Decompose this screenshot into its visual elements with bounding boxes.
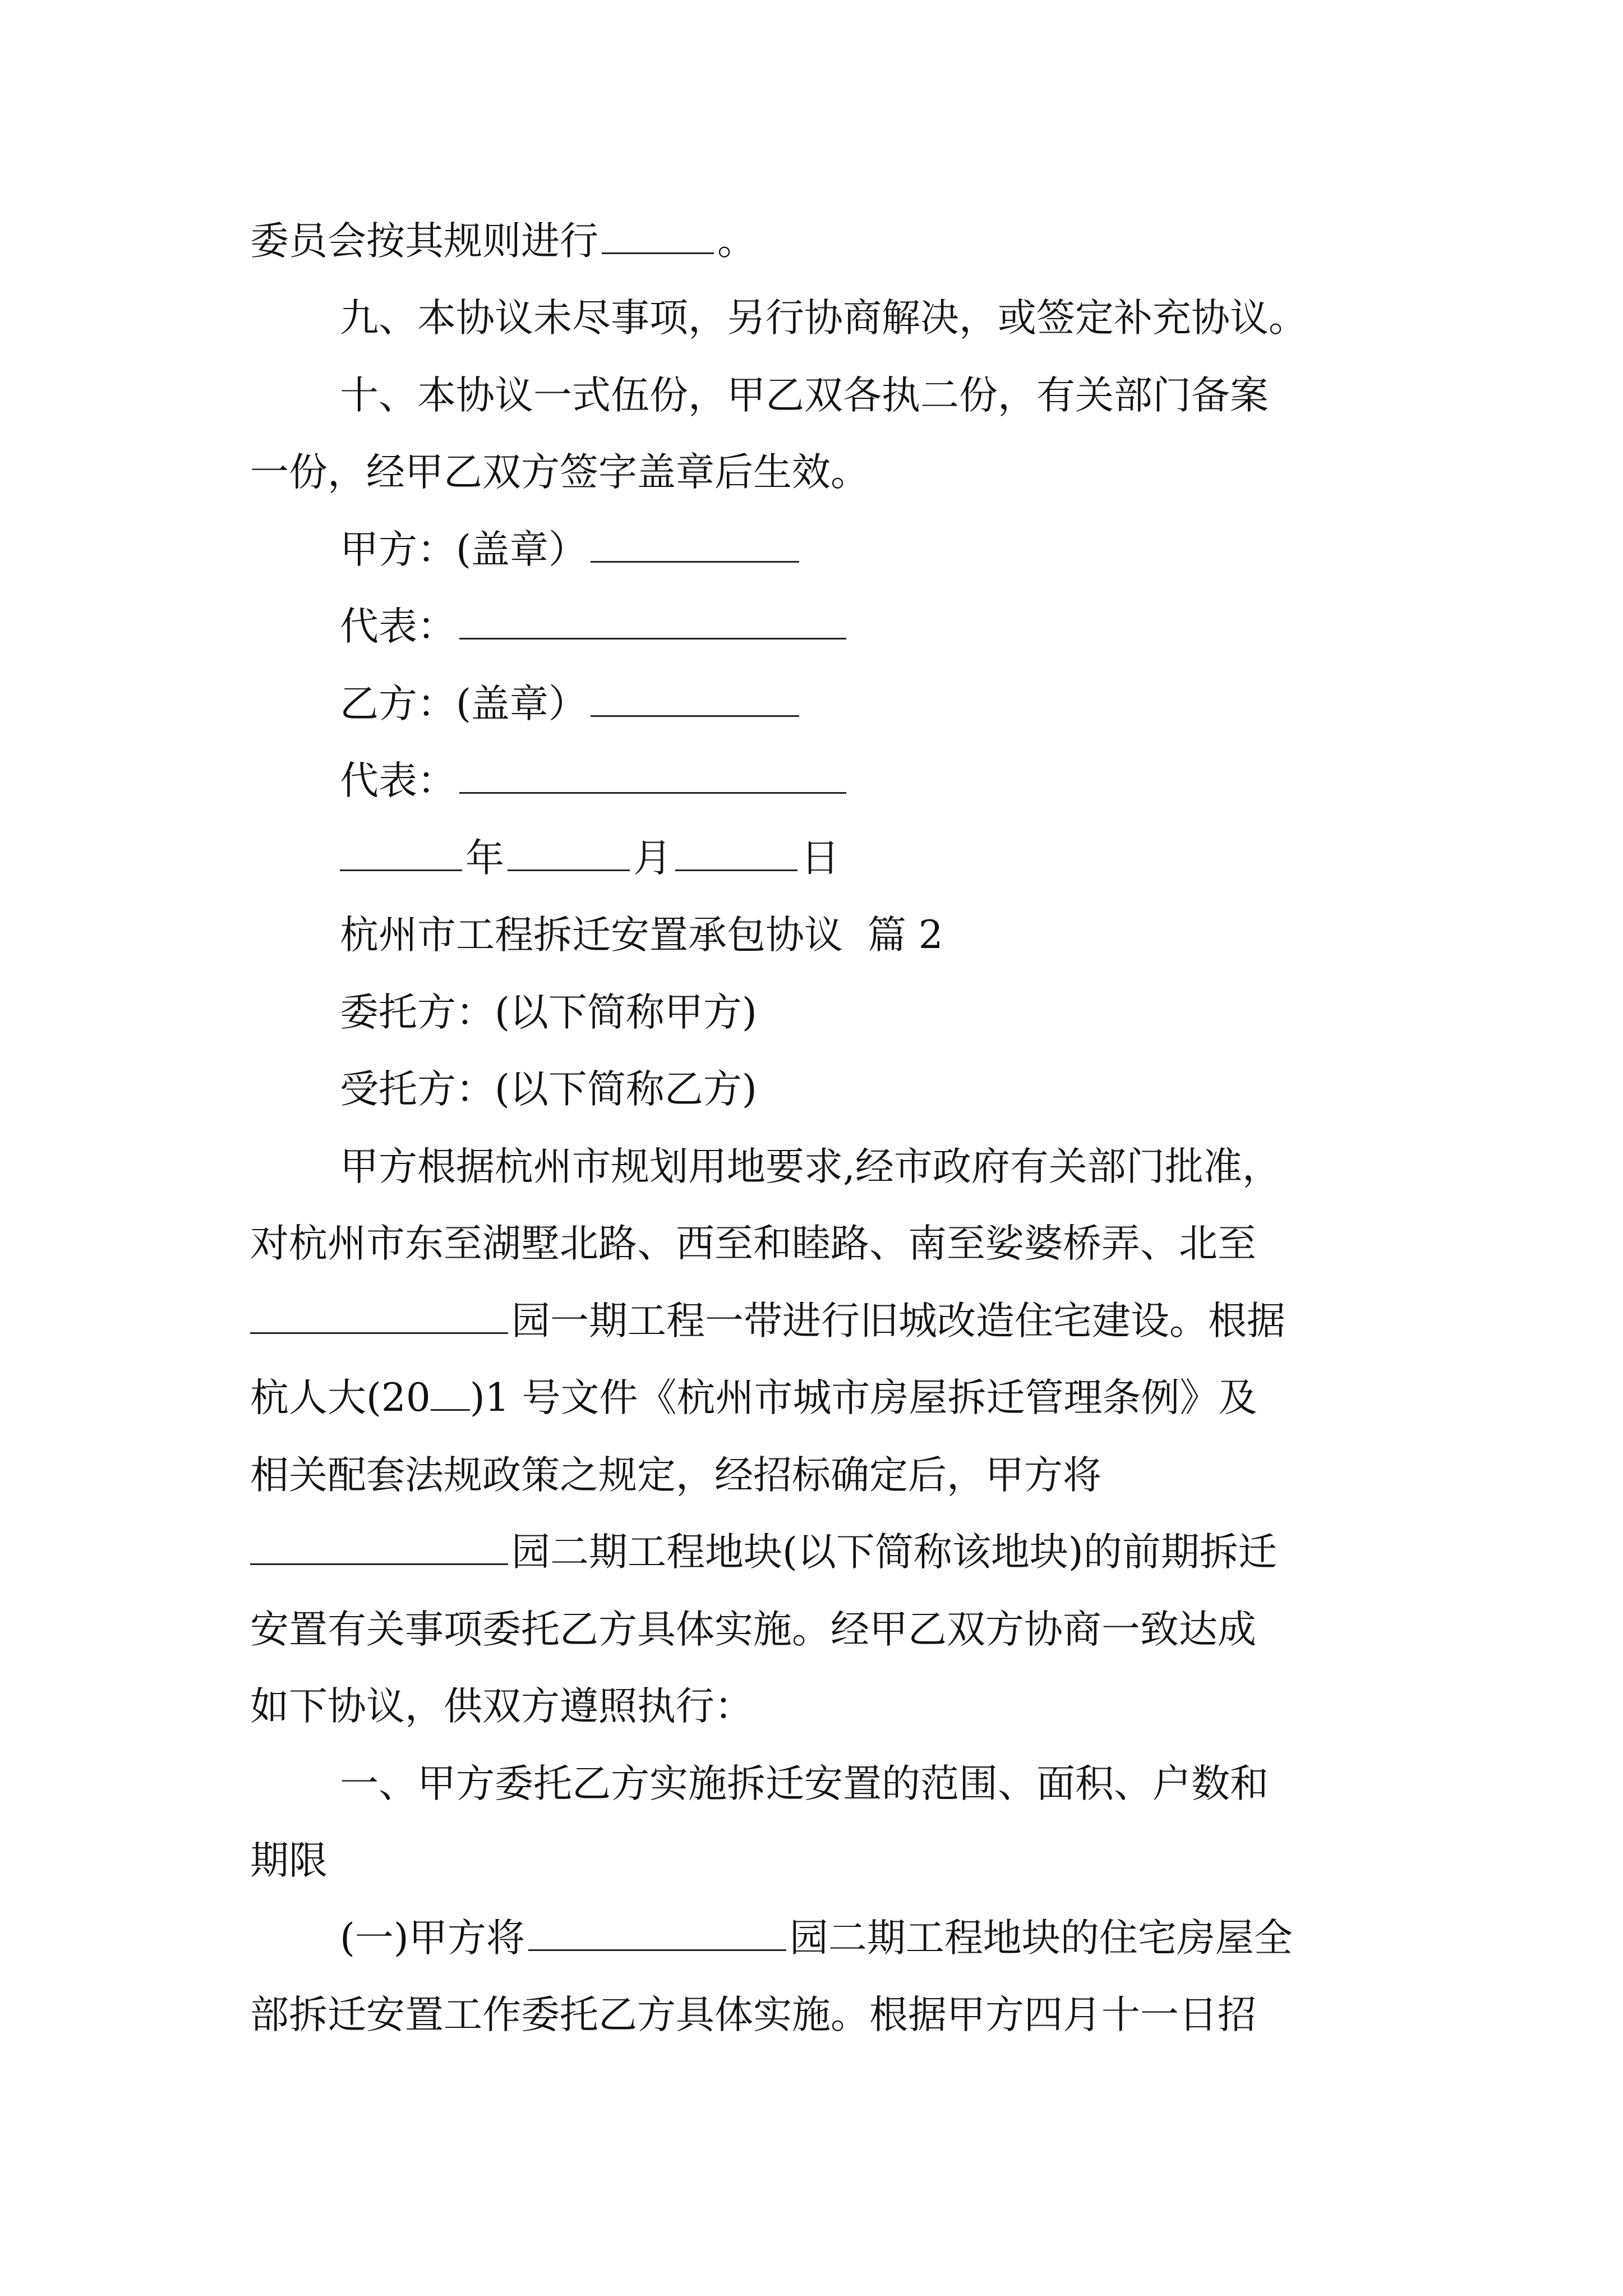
party-a-rep-line [340,601,850,652]
party-b-rep-line [340,756,850,806]
text-span: 园二期工程地块的住宅房屋全 [789,1916,1293,1961]
fill-blank [528,1917,786,1951]
party-b-rep-blank [459,760,846,794]
intro-line: 甲方根据杭州市规划用地要求,经市政府有关部门批准， [340,1144,1281,1189]
party-a-seal-blank [591,528,799,563]
fill-blank [250,1300,508,1334]
clause-ten-line2: 一份，经甲乙双方签字盖章后生效。 [250,450,869,495]
day-blank [675,837,797,871]
party-a-rep-blank [459,605,846,639]
party-a-label: 甲方：(盖章） [340,527,587,572]
text-span: 委员会按其规则进行 [250,219,598,264]
year-label: 年 [465,836,504,881]
section-one-heading: 一、甲方委托乙方实施拆迁安置的范围、面积、户数和 [340,1761,1269,1806]
text-span: 园二期工程地块(以下简称该地块)的前期拆迁 [511,1530,1277,1575]
month-blank [508,837,630,871]
intro-line [250,1373,1257,1423]
subsection-line: 部拆迁安置工作委托乙方具体实施。根据甲方四月十一日招 [250,1993,1256,2037]
section-title: 杭州市工程拆迁安置承包协议 篇 2 [340,913,943,958]
contractor-line: 受托方：(以下简称乙方) [340,1067,757,1112]
intro-line: 相关配套法规政策之规定，经招标确定后，甲方将 [250,1453,1101,1498]
text-span: 园一期工程一带进行旧城改造住宅建设。根据 [511,1299,1285,1343]
month-label: 月 [633,836,672,881]
clause-ten-line1: 十、本协议一式伍份，甲乙双各执二份，有关部门备案 [340,373,1269,418]
intro-line: 如下协议，供双方遵照执行： [250,1684,753,1729]
text-span: (一)甲方将 [340,1916,525,1961]
text-span: 杭人大(20 [250,1375,431,1420]
client-line: 委托方：(以下简称甲方) [340,990,757,1035]
section-one-heading-cont: 期限 [250,1838,328,1883]
fill-blank [250,1531,508,1565]
subsection-line [340,1913,1293,1963]
text-span: )1 号文件《杭州市城市房屋拆迁管理条例》及 [469,1375,1257,1420]
paragraph-line [250,216,756,266]
fill-blank [602,220,714,254]
party-b-label: 乙方：(盖章） [340,682,587,726]
day-label: 日 [801,836,840,881]
intro-line [250,1296,1285,1346]
date-line [340,833,840,884]
party-b-seal-line [340,679,803,729]
intro-line: 安置有关事项委托乙方具体实施。经甲乙双方协商一致达成 [250,1607,1256,1652]
year-blank [340,837,462,871]
text-span: 。 [717,219,756,264]
party-b-rep-label: 代表： [340,758,456,803]
clause-nine: 九、本协议未尽事项，另行协商解决，或签定补充协议。 [340,296,1307,341]
intro-line [250,1527,1277,1577]
party-a-seal-line [340,524,803,575]
fill-blank [431,1377,470,1411]
party-b-seal-blank [591,683,799,717]
intro-line: 对杭州市东至湖墅北路、西至和睦路、南至娑婆桥弄、北至 [250,1221,1256,1266]
party-a-rep-label: 代表： [340,604,456,649]
